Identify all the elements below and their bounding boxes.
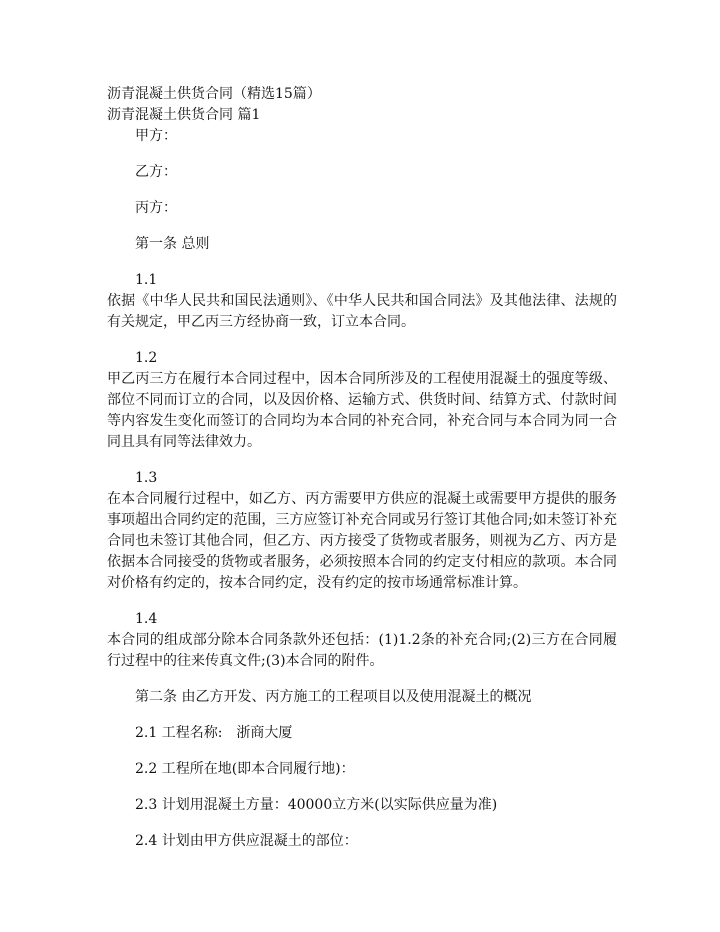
project-location: 2.2 工程所在地(即本合同履行地)： [135,761,355,777]
party-c-label: 丙方： [135,200,177,216]
clause-text: 依据《中华人民共和国民法通则》、《中华人民共和国合同法》及其他法律、法规的有关规定，甲乙丙三方经协商一致，订立本合同。 [107,293,617,330]
clause-number: 1.3 [135,470,158,486]
article-2-heading: 第二条 由乙方开发、丙方施工的工程项目以及使用混凝土的概况 [135,689,532,705]
clause-number: 1.4 [135,611,158,627]
clause-text: 甲乙丙三方在履行本合同过程中，因本合同所涉及的工程使用混凝土的强度等级、部位不同而订立的合同，以及因价格、运输方式、供货时间、结算方式、付款时间等内容发生变化而签订的合同均为本合同的补充合同，补充合同与本合同为同一合同且具有同等法律效力。 [107,371,617,450]
project-parts: 2.4 计划由甲方供应混凝土的部位： [135,833,358,849]
party-a-label: 甲方： [135,128,177,144]
project-name: 2.1 工程名称: 浙商大厦 [135,725,293,741]
clause-text: 在本合同履行过程中，如乙方、丙方需要甲方供应的混凝土或需要甲方提供的服务事项超出合同约定的范围，三方应签订补充合同或另行签订其他合同;如未签订补充合同也未签订其他合同，但乙方、丙方接受了货物或者服务，则视为乙方、丙方是依据本合同接受的货物或者服务，必须按照本合同的约定支付相应的款项。本合同对价格有约定的，按本合同约定，没有约定的按市场通常标准计算。 [107,491,617,591]
clause-text: 本合同的组成部分除本合同条款外还包括：(1)1.2条的补充合同;(2)三方在合同履行过程中的往来传真文件;(3)本合同的附件。 [107,632,617,669]
party-b-label: 乙方： [135,164,177,180]
article-1-heading: 第一条 总则 [135,236,210,252]
clause-number: 1.2 [135,350,158,366]
project-quantity: 2.3 计划用混凝土方量：40000立方米(以实际供应量为准) [135,797,498,813]
clause-number: 1.1 [135,272,158,288]
document-body [107,84,617,852]
section-title: 沥青混凝土供货合同 篇1 [107,107,261,123]
document-title: 沥青混凝土供货合同（精选15篇） [107,86,321,102]
